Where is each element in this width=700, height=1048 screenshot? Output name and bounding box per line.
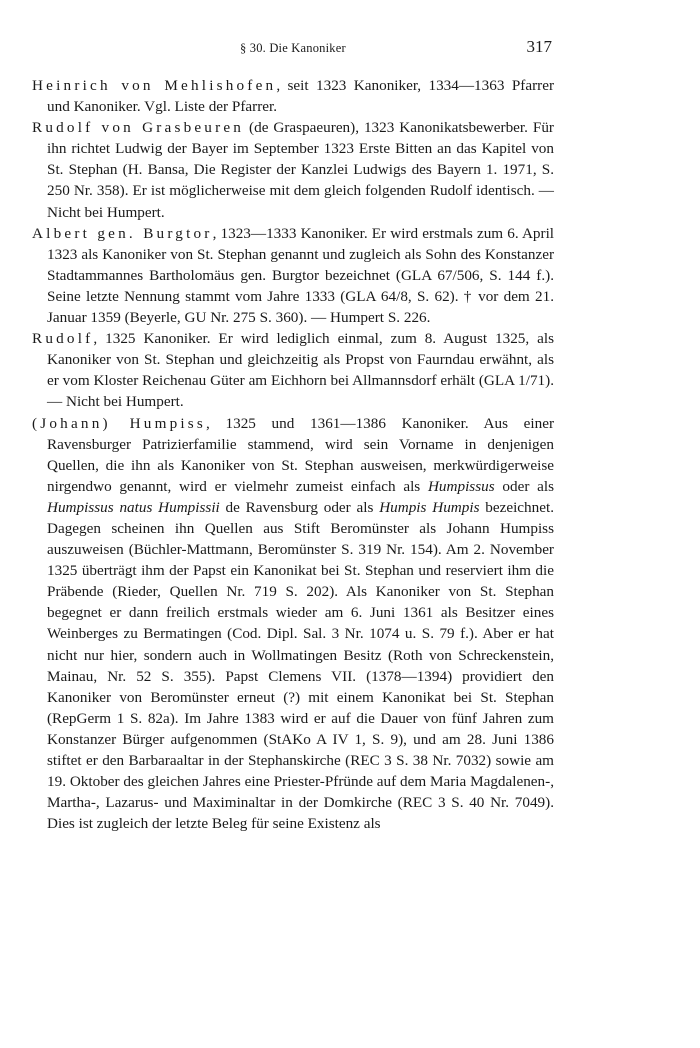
entry-text: bezeichnet. Dagegen scheinen ihn Quellen aus Stift Beromünster als Johann Humpiss auszuweisen (Büchler-Mattmann, Beromünster S. 319 Nr. 154). Am 2. November 1325 überträgt ihm der Papst ein Kanonikat bei St. Stephan und reserviert ihm die Präbende (Rieder, Quellen Nr. 719 S. 202). Als Kanoniker von St. Stephan begegnet er dann freilich erstmals wieder am 6. Juni 1361 als Besitzer eines Weinberges zu Bermatingen (Cod. Dipl. Sal. 3 Nr. 1074 u. S. 79 f.). Aber er hat nicht nur hier, sondern auch in Wollmatingen Besitz (Roth von Schreckenstein, Mainau, Nr. 52 S. 355). Papst Clemens VII. (1378—1394) providiert den Kanoniker von Beromünster erneut (?) mit einem Kanonikat bei St. Stephan (RepGerm 1 S. 82a). Im Jahre 1383 wird er auf die Dauer von fünf Jahren zum Konstanzer Bürger aufgenommen (StAKo A IV 1, S. 9), und am 28. Juni 1386 stiftet er den Barbaraaltar in der Stephanskirche (REC 3 S. 38 Nr. 7032) sowie am 19. Oktober des gleichen Jahres eine Priester-Pfründe auf dem Maria Magdalenen-, Martha-, Lazarus- und Maximinaltar in der Domkirche (REC 3 S. 40 Nr. 7049). Dies ist zugleich der letzte Beleg für seine Existenz als bbox=[47, 498, 554, 833]
entry-name: Rudolf von Grasbeuren bbox=[32, 119, 245, 137]
page-number: 317 bbox=[526, 37, 552, 56]
entry-name: Rudolf bbox=[32, 330, 94, 348]
entry-name: Albert gen. Burgtor bbox=[32, 224, 213, 242]
entry-text: oder als bbox=[494, 477, 554, 495]
entry-text: , 1325 Kanoniker. Er wird lediglich einmal, zum 8. August 1325, als Kanoniker von St. Stephan und gleichzeitig als Propst von Faurndau erwähnt, als er vom Kloster Reichenau Güter am Eichhorn bei Allmannsdorf erhält (GLA 1/71). — Nicht bei Humpert. bbox=[47, 330, 554, 411]
entry-heinrich-von-mehlishofen bbox=[32, 75, 554, 117]
entry-italic-text: Humpissus bbox=[427, 477, 495, 495]
page-header bbox=[32, 37, 552, 61]
entry-italic-text: Humpis Humpis bbox=[379, 498, 480, 516]
running-title: § 30. Die Kanoniker bbox=[240, 41, 346, 55]
entry-name: (Johann) Humpiss bbox=[32, 414, 207, 432]
entry-albert-burgtor bbox=[32, 223, 554, 328]
entry-text: , 1323—1333 Kanoniker. Er wird erstmals zum 6. April 1323 als Kanoniker von St. Stephan genannt und zugleich als Sohn des Konstanzer Stadtammannes Bartholomäus gen. Burgtor bezeichnet (GLA 67/506, S. 144 f.). Seine letzte Nennung stammt vom Jahre 1333 (GLA 64/8, S. 62). † vor dem 21. Januar 1359 (Beyerle, GU Nr. 275 S. 360). — Humpert S. 226. bbox=[47, 224, 555, 327]
entry-text: , 1325 und 1361—1386 Kanoniker. Aus einer Ravensburger Patrizierfamilie stammend, wird sein Vorname in denjenigen Quellen, die ihn als Kanoniker von St. Stephan ausweisen, merkwürdigerweise nirgendwo genannt, wird er vielmehr zumeist einfach als bbox=[47, 414, 554, 495]
entry-italic-text: Humpissus natus Humpissii bbox=[47, 498, 220, 516]
entry-johann-humpiss bbox=[32, 413, 554, 835]
entry-rudolf bbox=[32, 328, 554, 412]
entry-text: (de Graspaeuren), 1323 Kanonikatsbewerber. Für ihn richtet Ludwig der Bayer im September 1323 Erste Bitten an das Kapitel von St. Stephan (H. Bansa, Die Register der Kanzlei Ludwigs des Bayern 1. 1971, S. 250 Nr. 358). Er ist möglicherweise mit dem gleich folgenden Rudolf identisch. — Nicht bei Humpert. bbox=[47, 119, 554, 221]
entry-text: , seit 1323 Kanoniker, 1334—1363 Pfarrer und Kanoniker. Vgl. Liste der Pfarrer. bbox=[47, 77, 555, 116]
entry-text: de Ravensburg oder als bbox=[219, 498, 380, 516]
page-body bbox=[32, 75, 554, 834]
entry-name: Heinrich von Mehlishofen bbox=[32, 77, 277, 94]
entry-rudolf-von-grasbeuren bbox=[32, 117, 554, 222]
